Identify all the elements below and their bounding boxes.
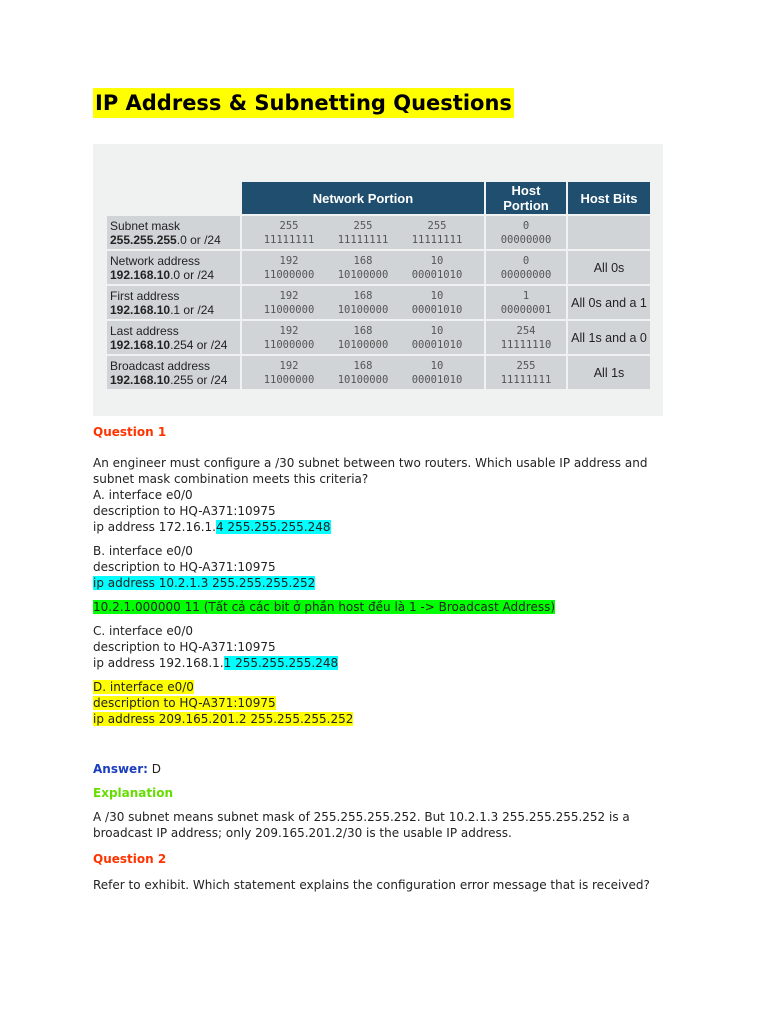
host-bits: 255 11111111 [486, 356, 566, 389]
option-c-line2: description to HQ-A371:10975 [93, 640, 276, 654]
option-a-line1: A. interface e0/0 [93, 488, 193, 502]
table-row [107, 321, 650, 354]
option-a-line2: description to HQ-A371:10975 [93, 504, 276, 518]
network-bits: 192 168 10 11000000 10100000 00001010 [242, 356, 484, 389]
row-label: Broadcast address 192.168.10.255 or /24 [107, 356, 240, 389]
option-b-line1: B. interface e0/0 [93, 544, 193, 558]
host-bits-desc: All 0s [568, 251, 650, 284]
host-bits-desc [568, 216, 650, 249]
question-2-heading: Question 2 [93, 852, 167, 866]
option-c-line1: C. interface e0/0 [93, 624, 194, 638]
header-host-portion: Host Portion [486, 182, 566, 214]
header-network-portion: Network Portion [242, 182, 484, 214]
option-c [93, 623, 653, 671]
network-bits: 192 168 10 11000000 10100000 00001010 [242, 286, 484, 319]
header-host-bits: Host Bits [568, 182, 650, 214]
subnet-table-figure [93, 144, 663, 416]
option-c-line3: ip address 192.168.1.1 255.255.255.248 [93, 656, 339, 670]
host-bits-desc: All 1s [568, 356, 650, 389]
question-1-heading: Question 1 [93, 425, 167, 439]
table-row [107, 356, 650, 389]
row-label: First address 192.168.10.1 or /24 [107, 286, 240, 319]
row-label: Subnet mask 255.255.255.0 or /24 [107, 216, 240, 249]
option-b-line3: ip address 10.2.1.3 255.255.255.252 [93, 576, 316, 590]
network-bits: 192 168 10 11000000 10100000 00001010 [242, 251, 484, 284]
option-d-line3: ip address 209.165.201.2 255.255.255.252 [93, 712, 354, 726]
host-bits-desc: All 0s and a 1 [568, 286, 650, 319]
host-bits: 254 11111110 [486, 321, 566, 354]
subnet-table [105, 180, 652, 391]
option-a-line3: ip address 172.16.1.4 255.255.255.248 [93, 520, 331, 534]
table-row [107, 216, 650, 249]
network-bits: 192 168 10 11000000 10100000 00001010 [242, 321, 484, 354]
option-d-line2: description to HQ-A371:10975 [93, 696, 276, 710]
option-d-line1: D. interface e0/0 [93, 680, 194, 694]
host-bits: 0 00000000 [486, 216, 566, 249]
page-title: IP Address & Subnetting Questions [93, 88, 514, 118]
broadcast-note-text: 10.2.1.000000 11 (Tất cả các bit ở phần host đều là 1 -> Broadcast Address) [93, 600, 556, 614]
broadcast-note [93, 599, 653, 615]
option-b [93, 543, 653, 591]
network-bits: 255 255 255 11111111 11111111 11111111 [242, 216, 484, 249]
answer: Answer: D [93, 762, 161, 776]
question-1-prompt: An engineer must configure a /30 subnet between two routers. Which usable IP address and subnet mask combination meets this criteria? [93, 456, 648, 486]
host-bits-desc: All 1s and a 0 [568, 321, 650, 354]
table-corner [107, 182, 240, 214]
host-bits: 0 00000000 [486, 251, 566, 284]
option-b-line2: description to HQ-A371:10975 [93, 560, 276, 574]
table-row [107, 286, 650, 319]
question-2-prompt: Refer to exhibit. Which statement explains the configuration error message that is received? [93, 878, 650, 892]
row-label: Network address 192.168.10.0 or /24 [107, 251, 240, 284]
table-row [107, 251, 650, 284]
row-label: Last address 192.168.10.254 or /24 [107, 321, 240, 354]
explanation-heading: Explanation [93, 786, 174, 800]
option-d [93, 679, 653, 727]
explanation-text: A /30 subnet means subnet mask of 255.255.255.252. But 10.2.1.3 255.255.255.252 is a broadcast IP address; only 209.165.201.2/30 is the usable IP address. [93, 810, 630, 840]
option-a [93, 487, 653, 535]
host-bits: 1 00000001 [486, 286, 566, 319]
question-content [93, 424, 653, 893]
